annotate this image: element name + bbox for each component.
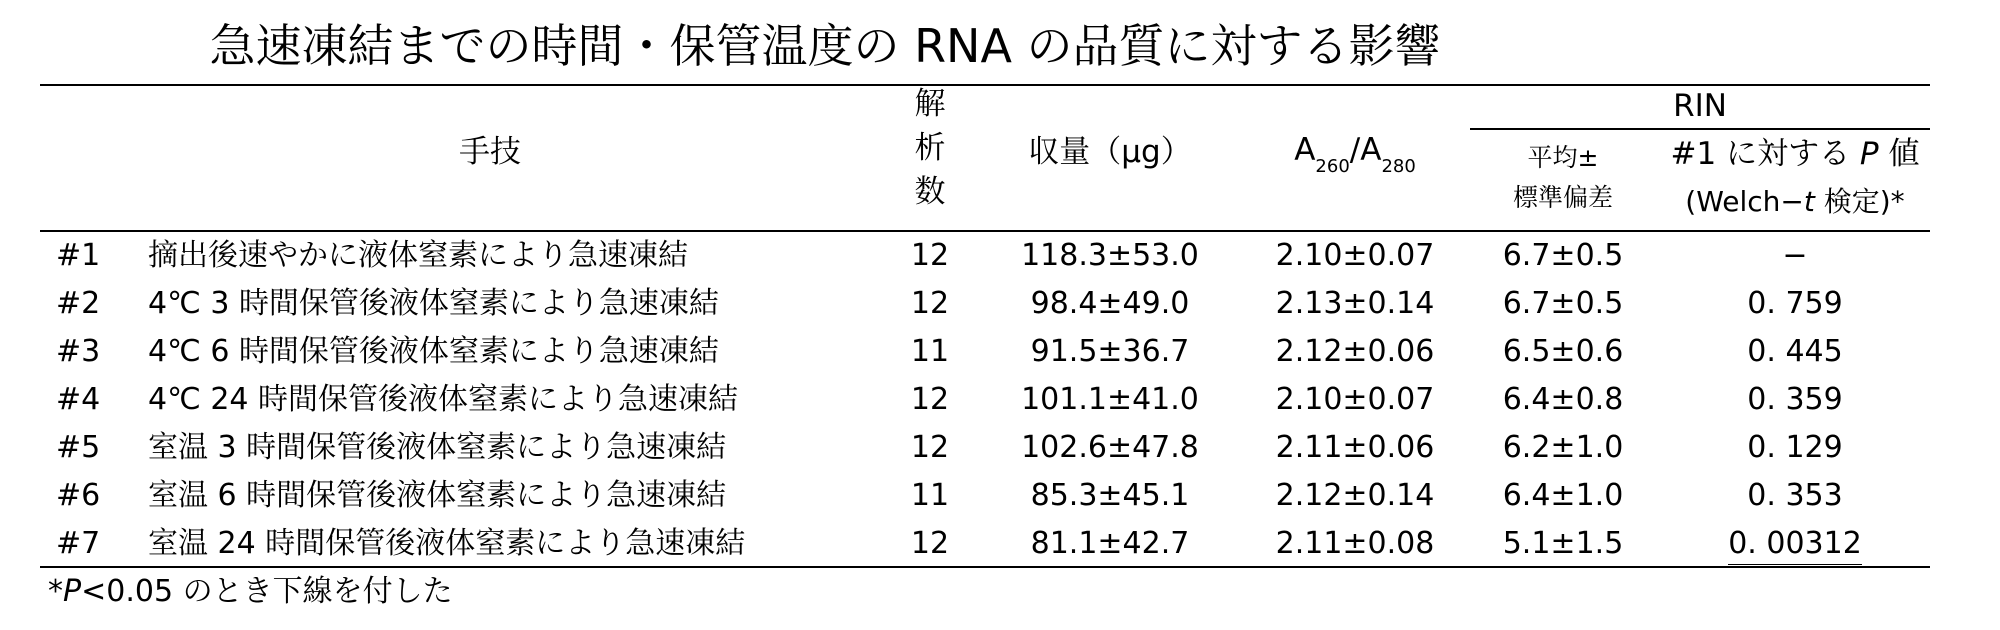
header-analysis-count-char-1: 解 <box>914 86 946 122</box>
cell-pvalue: 0. 759 <box>1747 286 1843 321</box>
header-analysis-count-char-2: 析 <box>914 130 946 166</box>
header-rin-mean-line2: 標準偏差 <box>1512 183 1613 212</box>
header-absorbance-a: A <box>1294 132 1316 168</box>
cell-absorbance-ratio: 2.11±0.06 <box>1275 430 1435 465</box>
cell-pvalue <box>1655 520 1935 568</box>
cell-analysis-count: 12 <box>910 286 950 321</box>
cell-pvalue: − <box>1782 238 1808 273</box>
header-analysis-count-char-3: 数 <box>914 174 946 210</box>
header-pvalue-line2 <box>1655 178 1935 226</box>
cell-yield: 101.1±41.0 <box>1021 382 1199 417</box>
header-pvalue-line1 <box>1655 130 1935 178</box>
cell-rin-mean: 6.4±0.8 <box>1502 382 1624 417</box>
header-pvalue-line2-italic: t <box>1803 185 1815 218</box>
cell-pvalue: 0. 353 <box>1747 478 1843 513</box>
significant-pvalue: 0. 00312 <box>1728 524 1862 567</box>
cell-absorbance-ratio: 2.11±0.08 <box>1275 526 1435 561</box>
header-technique: 手技 <box>459 134 521 170</box>
table-row <box>0 424 2000 472</box>
header-pvalue <box>1655 130 1935 226</box>
header-absorbance-slash: /A <box>1349 132 1382 168</box>
header-rin-mean <box>1478 138 1648 218</box>
footnote-suffix: <0.05 のとき下線を付した <box>81 574 453 609</box>
cell-absorbance-ratio: 2.13±0.14 <box>1275 286 1435 321</box>
header-pvalue-line2-suffix: 検定)* <box>1814 185 1905 218</box>
cell-yield: 81.1±42.7 <box>1030 526 1190 561</box>
cell-absorbance-ratio: 2.12±0.06 <box>1275 334 1435 369</box>
header-yield: 収量（μg） <box>1028 134 1192 170</box>
cell-technique: 4℃ 3 時間保管後液体窒素により急速凍結 <box>148 286 719 321</box>
header-rin-group: RIN <box>1673 88 1727 124</box>
header-rin-mean-line1: 平均± <box>1527 143 1599 172</box>
table-row <box>0 472 2000 520</box>
cell-id: #2 <box>56 286 101 321</box>
cell-rin-mean: 6.2±1.0 <box>1502 430 1624 465</box>
header-pvalue-line1-prefix: #1 に対する <box>1670 136 1860 172</box>
cell-technique: 4℃ 6 時間保管後液体窒素により急速凍結 <box>148 334 719 369</box>
cell-rin-mean: 6.4±1.0 <box>1502 478 1624 513</box>
cell-analysis-count: 11 <box>910 478 950 513</box>
cell-technique: 室温 24 時間保管後液体窒素により急速凍結 <box>148 526 746 561</box>
cell-rin-mean: 6.7±0.5 <box>1502 286 1624 321</box>
table-row <box>0 328 2000 376</box>
cell-id: #1 <box>56 238 101 273</box>
cell-yield: 85.3±45.1 <box>1030 478 1190 513</box>
cell-id: #5 <box>56 430 101 465</box>
cell-technique: 室温 6 時間保管後液体窒素により急速凍結 <box>148 478 727 513</box>
header-absorbance-sub1: 260 <box>1315 156 1350 177</box>
cell-absorbance-ratio: 2.10±0.07 <box>1275 238 1435 273</box>
cell-absorbance-ratio: 2.10±0.07 <box>1275 382 1435 417</box>
table-row <box>0 520 2000 568</box>
cell-analysis-count: 11 <box>910 334 950 369</box>
cell-yield: 91.5±36.7 <box>1030 334 1190 369</box>
cell-analysis-count: 12 <box>910 382 950 417</box>
cell-analysis-count: 12 <box>910 526 950 561</box>
footnote <box>48 568 453 616</box>
footnote-prefix: * <box>48 574 63 609</box>
cell-technique: 室温 3 時間保管後液体窒素により急速凍結 <box>148 430 727 465</box>
cell-yield: 118.3±53.0 <box>1021 238 1199 273</box>
cell-absorbance-ratio: 2.12±0.14 <box>1275 478 1435 513</box>
cell-id: #3 <box>56 334 101 369</box>
cell-id: #7 <box>56 526 101 561</box>
header-pvalue-line2-prefix: (Welch− <box>1685 185 1804 218</box>
header-absorbance-ratio <box>1260 126 1450 179</box>
table-row <box>0 232 2000 280</box>
cell-rin-mean: 6.7±0.5 <box>1502 238 1624 273</box>
cell-id: #4 <box>56 382 101 417</box>
cell-rin-mean: 6.5±0.6 <box>1502 334 1624 369</box>
header-pvalue-line1-italic: P <box>1859 136 1879 172</box>
cell-id: #6 <box>56 478 101 513</box>
header-analysis-count <box>900 82 960 214</box>
table-row <box>0 280 2000 328</box>
cell-analysis-count: 12 <box>910 238 950 273</box>
cell-technique: 摘出後速やかに液体窒素により急速凍結 <box>148 238 688 273</box>
footnote-italic: P <box>63 574 82 609</box>
cell-analysis-count: 12 <box>910 430 950 465</box>
header-pvalue-line1-suffix: 値 <box>1878 136 1920 172</box>
cell-pvalue: 0. 129 <box>1747 430 1843 465</box>
cell-rin-mean: 5.1±1.5 <box>1502 526 1624 561</box>
cell-yield: 102.6±47.8 <box>1021 430 1199 465</box>
cell-technique: 4℃ 24 時間保管後液体窒素により急速凍結 <box>148 382 739 417</box>
header-absorbance-sub2: 280 <box>1381 156 1416 177</box>
cell-pvalue: 0. 359 <box>1747 382 1843 417</box>
page-title: 急速凍結までの時間・保管温度の RNA の品質に対する影響 <box>209 19 1441 73</box>
cell-yield: 98.4±49.0 <box>1030 286 1190 321</box>
table-row <box>0 376 2000 424</box>
cell-pvalue: 0. 445 <box>1747 334 1843 369</box>
